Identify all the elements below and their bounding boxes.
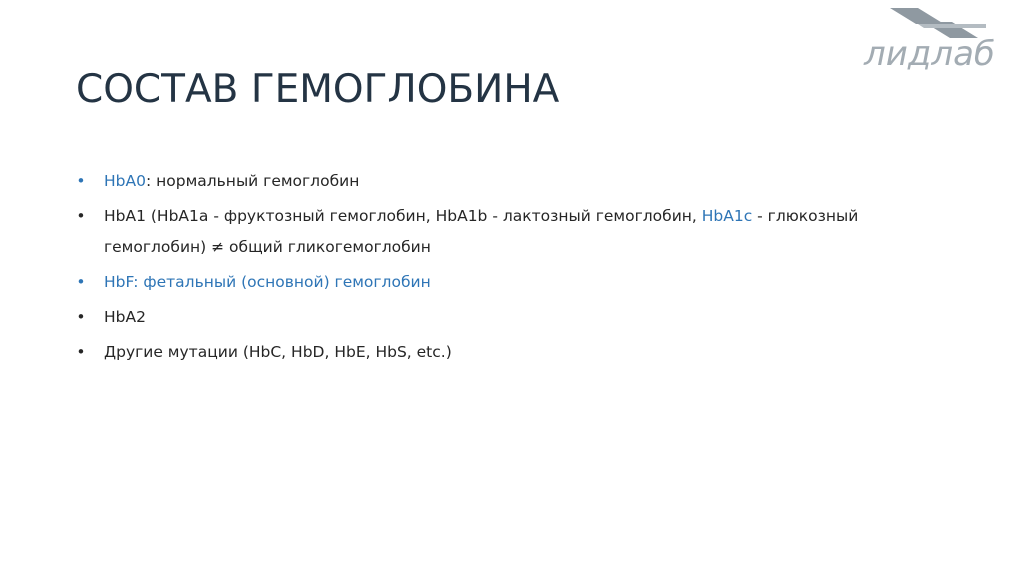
bullet-text-part: HbA2 (104, 308, 146, 326)
list-item (76, 201, 956, 263)
bullet-icon: • (76, 343, 86, 361)
list-item (76, 267, 956, 298)
bullet-text-part: HbF: фетальный (основной) гемоглобин (104, 273, 431, 291)
list-item (76, 337, 956, 368)
bullet-icon: • (76, 172, 86, 190)
bullet-text-part: - глюкозный гемоглобин) ≠ общий гликогемоглобин (104, 207, 859, 256)
bullet-list (76, 166, 956, 372)
bullet-text-part: HbA1 (HbA1a - фруктозный гемоглобин, HbA1b - лактозный гемоглобин, (104, 207, 702, 225)
bullet-icon: • (76, 207, 86, 225)
company-logo (862, 6, 1012, 76)
bullet-icon: • (76, 273, 86, 291)
bullet-text-part: HbA0 (104, 172, 146, 190)
list-item (76, 302, 956, 333)
list-item (76, 166, 956, 197)
logo-text: лидлаб (864, 34, 995, 74)
bullet-text-part: HbA1c (701, 207, 753, 225)
page-title: СОСТАВ ГЕМОГЛОБИНА (76, 67, 560, 112)
bullet-text-part: Другие мутации (HbC, HbD, HbE, HbS, etc.) (104, 343, 452, 361)
bullet-text-part: : нормальный гемоглобин (145, 172, 360, 190)
bullet-icon: • (76, 308, 86, 326)
